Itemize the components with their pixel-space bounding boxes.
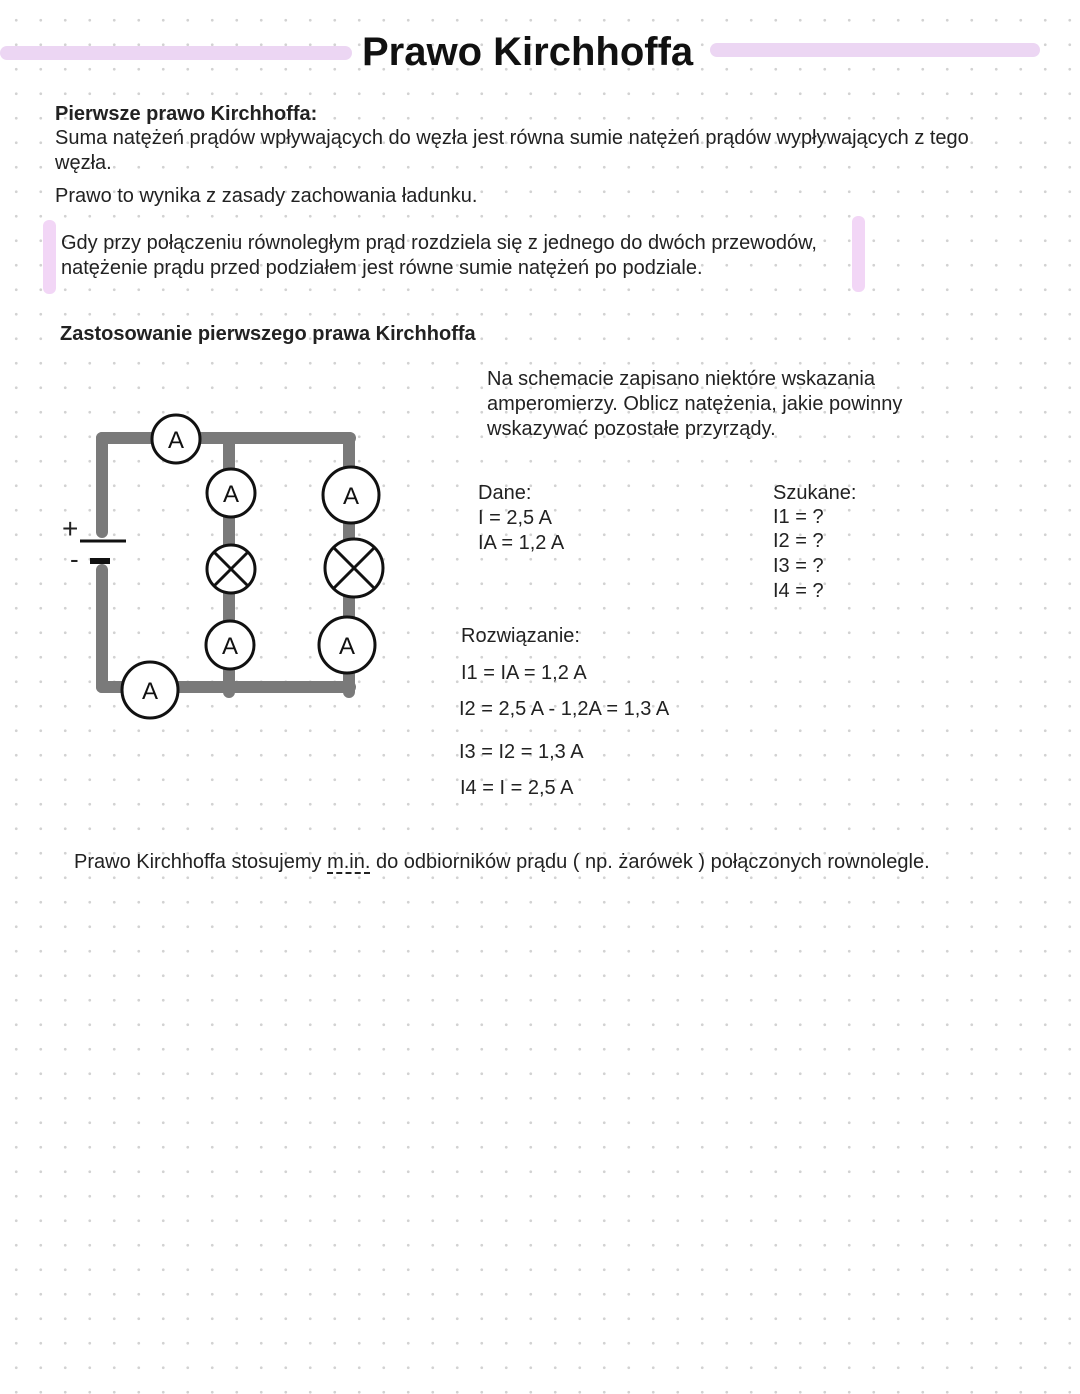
solution-step-3: I3 = I2 = 1,3 A [459,741,584,763]
task-line3: wskazywać pozostałe przyrządy. [487,418,776,440]
ammeter-branch2-bottom-label: A [338,633,356,660]
title-highlight-right [710,43,1040,57]
given-item-1: I = 2,5 A [478,507,552,529]
task-line2: amperomierzy. Oblicz natężenia, jakie powinny [487,393,903,415]
note-line2: natężenie prądu przed podziałem jest równe sumie natężeń po podziale. [61,257,703,279]
sought-label: Szukane: [773,482,857,504]
given-item-2: IA = 1,2 A [478,532,565,554]
title-highlight-left [0,46,352,60]
first-law-heading: Pierwsze prawo Kirchhoffa: [55,103,318,125]
page-title: Prawo Kirchhoffa [362,30,694,74]
note-bar-right [852,216,865,292]
sought-item-1: I1 = ? [773,506,824,528]
ammeter-branch2-top-label: A [342,483,360,510]
circuit-diagram [50,400,390,730]
note-bar-left [43,220,56,294]
first-law-statement-line1: Suma natężeń prądów wpływających do węzła jest równa sumie natężeń prądów wypływających z tego [55,127,969,149]
sought-item-3: I3 = ? [773,555,824,577]
solution-step-1: I1 = IA = 1,2 A [461,662,587,684]
solution-label: Rozwiązanie: [461,625,580,647]
minus-sign: - [70,544,79,574]
footer-text-before: Prawo Kirchhoffa stosujemy [74,851,328,873]
ammeter-branch1-bottom-label: A [221,633,239,660]
first-law-origin: Prawo to wynika z zasady zachowania ładunku. [55,185,478,207]
first-law-statement-line2: węzła. [55,152,112,174]
plus-sign: + [62,513,79,544]
ammeter-branch1-top-label: A [222,481,240,508]
footer-text-after: do odbiorników prądu ( np. żarówek ) połączonych rownolegle. [370,851,930,873]
footer-abbr: m.in. [327,851,371,873]
task-line1: Na schemacie zapisano niektóre wskazania [487,368,875,390]
ammeter-main-bottom-label: A [141,678,159,705]
ammeter-main-top-label: A [167,427,185,454]
sought-item-4: I4 = ? [773,580,824,602]
application-heading: Zastosowanie pierwszego prawa Kirchhoffa [60,323,476,345]
solution-step-4: I4 = I = 2,5 A [460,777,574,799]
sought-item-2: I2 = ? [773,530,824,552]
given-label: Dane: [478,482,532,504]
note-line1: Gdy przy połączeniu równoległym prąd rozdziela się z jednego do dwóch przewodów, [61,232,817,254]
solution-step-2: I2 = 2,5 A - 1,2A = 1,3 A [459,698,670,720]
footer-sentence [74,850,930,875]
